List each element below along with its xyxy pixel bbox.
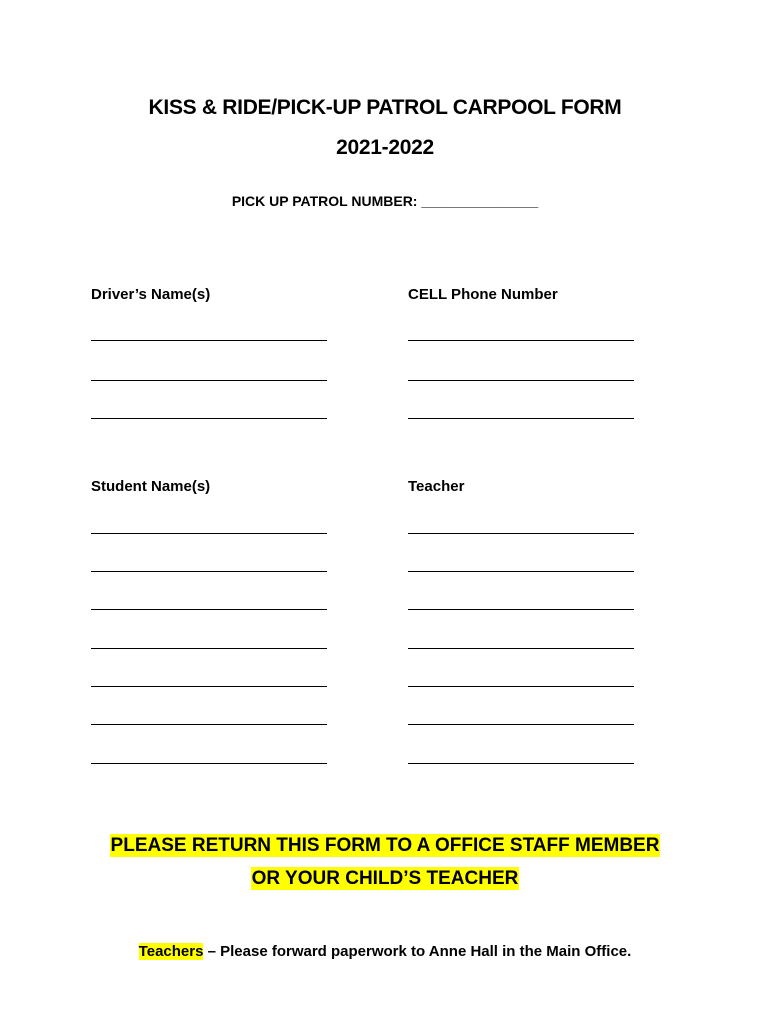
driver-name-line-2[interactable]	[91, 380, 327, 381]
student-name-line-7[interactable]	[91, 763, 327, 764]
student-name-line-3[interactable]	[91, 609, 327, 610]
form-title: KISS & RIDE/PICK-UP PATROL CARPOOL FORM	[148, 96, 622, 119]
student-name-line-5[interactable]	[91, 686, 327, 687]
cell-phone-header: CELL Phone Number	[408, 286, 558, 303]
teacher-line-4[interactable]	[408, 648, 634, 649]
drivers-name-header: Driver’s Name(s)	[91, 286, 211, 303]
teacher-line-2[interactable]	[408, 571, 634, 572]
return-notice-text-1: PLEASE RETURN THIS FORM TO A OFFICE STAFF MEMBER	[110, 835, 660, 856]
return-notice-text-2: OR YOUR CHILD’S TEACHER	[251, 868, 519, 889]
patrol-number-field[interactable]: PICK UP PATROL NUMBER: _______________	[231, 193, 539, 209]
driver-name-line-1[interactable]	[91, 340, 327, 341]
student-name-line-6[interactable]	[91, 724, 327, 725]
teachers-instruction	[0, 943, 770, 960]
cell-phone-line-1[interactable]	[408, 340, 634, 341]
teacher-line-1[interactable]	[408, 533, 634, 534]
form-year: 2021-2022	[336, 136, 434, 159]
teachers-highlight: Teachers	[138, 943, 204, 960]
return-notice-line-1	[0, 835, 770, 857]
student-name-header: Student Name(s)	[91, 478, 211, 495]
teacher-line-3[interactable]	[408, 609, 634, 610]
student-name-line-1[interactable]	[91, 533, 327, 534]
cell-phone-line-3[interactable]	[408, 418, 634, 419]
teacher-line-7[interactable]	[408, 763, 634, 764]
teacher-line-5[interactable]	[408, 686, 634, 687]
driver-name-line-3[interactable]	[91, 418, 327, 419]
teachers-instruction-text: – Please forward paperwork to Anne Hall in the Main Office.	[203, 943, 632, 960]
teacher-line-6[interactable]	[408, 724, 634, 725]
student-name-line-2[interactable]	[91, 571, 327, 572]
cell-phone-line-2[interactable]	[408, 380, 634, 381]
teacher-header: Teacher	[408, 478, 465, 495]
return-notice-line-2	[0, 868, 770, 890]
student-name-line-4[interactable]	[91, 648, 327, 649]
